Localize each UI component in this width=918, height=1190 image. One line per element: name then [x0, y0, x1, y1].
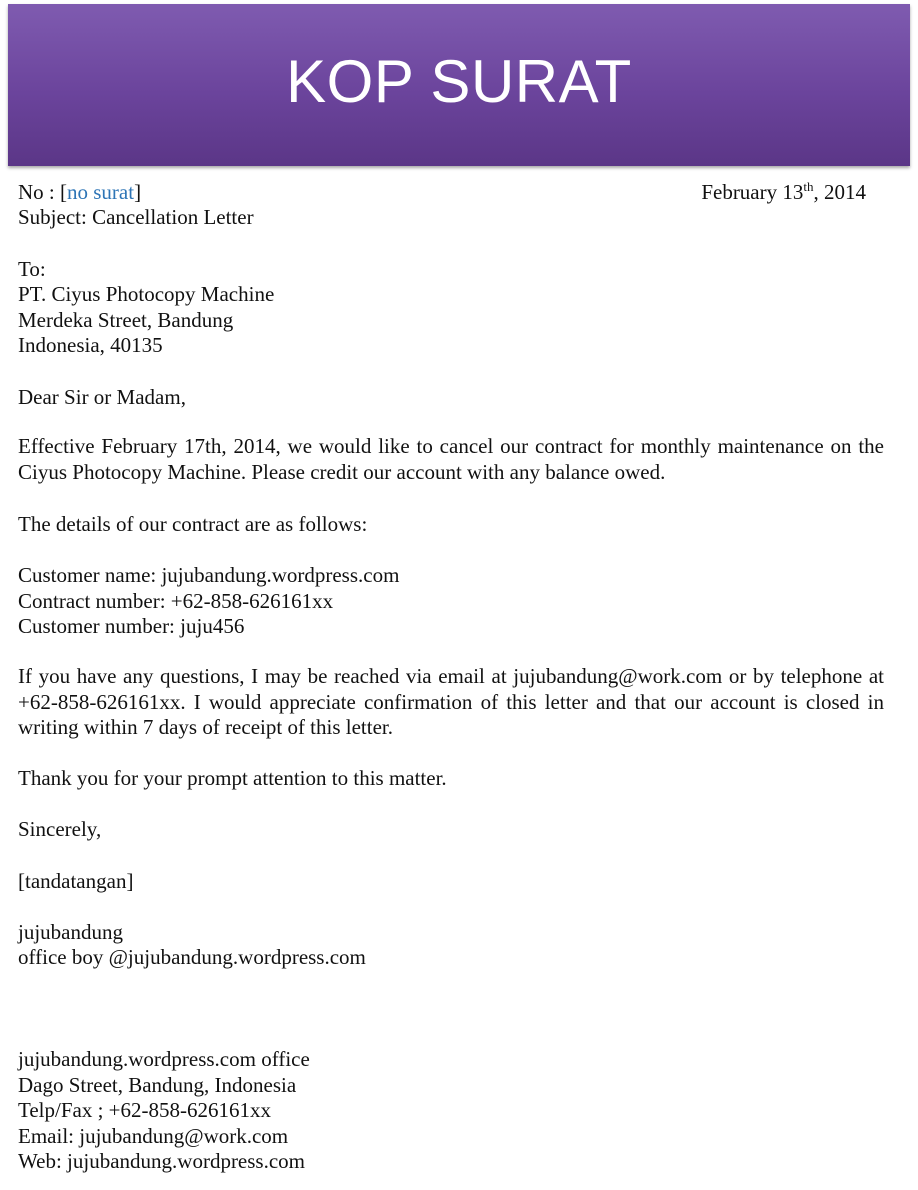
recipient-street: Merdeka Street, Bandung	[18, 308, 234, 332]
paragraph-cancellation: Effective February 17th, 2014, we would like to cancel our contract for monthly maintenance on the Ciyus Photocopy Machine. Please credit our account with any balance owed.	[18, 434, 884, 484]
recipient-country: Indonesia, 40135	[18, 333, 163, 357]
sender-name: jujubandung	[18, 920, 123, 944]
signature-placeholder: [tandatangan]	[18, 869, 134, 893]
footer-address: Dago Street, Bandung, Indonesia	[18, 1073, 297, 1097]
letter-number-prefix: No : [	[18, 180, 67, 204]
letter-date-year: , 2014	[813, 180, 866, 204]
footer-phone: Telp/Fax ; +62-858-626161xx	[18, 1098, 272, 1122]
letter-number-suffix: ]	[134, 180, 142, 204]
recipient-label: To:	[18, 257, 46, 281]
detail-customer-name: Customer name: jujubandung.wordpress.com	[18, 563, 400, 587]
footer-email: Email: jujubandung@work.com	[18, 1124, 289, 1148]
details-intro: The details of our contract are as follows:	[18, 512, 368, 536]
thanks-line: Thank you for your prompt attention to this matter.	[18, 766, 447, 790]
letter-number-placeholder: no surat	[67, 180, 135, 204]
letter-date-month-day: February 13	[701, 180, 804, 204]
letterhead-banner	[8, 4, 910, 166]
salutation: Dear Sir or Madam,	[18, 385, 186, 409]
letter-number	[18, 179, 141, 205]
footer-web: Web: jujubandung.wordpress.com	[18, 1149, 306, 1173]
recipient-company: PT. Ciyus Photocopy Machine	[18, 282, 275, 306]
letter-date-ordinal: th	[803, 179, 814, 194]
footer-office: jujubandung.wordpress.com office	[18, 1047, 310, 1071]
detail-contract-number: Contract number: +62-858-626161xx	[18, 589, 334, 613]
letter-subject: Subject: Cancellation Letter	[18, 205, 254, 229]
sender-position: office boy @jujubandung.wordpress.com	[18, 945, 366, 969]
letterhead-title: KOP SURAT	[286, 47, 632, 115]
detail-customer-number: Customer number: juju456	[18, 614, 245, 638]
closing-line: Sincerely,	[18, 817, 102, 841]
letter-date	[701, 179, 866, 205]
paragraph-contact: If you have any questions, I may be reached via email at jujubandung@work.com or by telephone at +62-858-626161xx. I would appreciate confirmation of this letter and that our account is closed in writing within 7 days of receipt of this letter.	[18, 664, 884, 739]
